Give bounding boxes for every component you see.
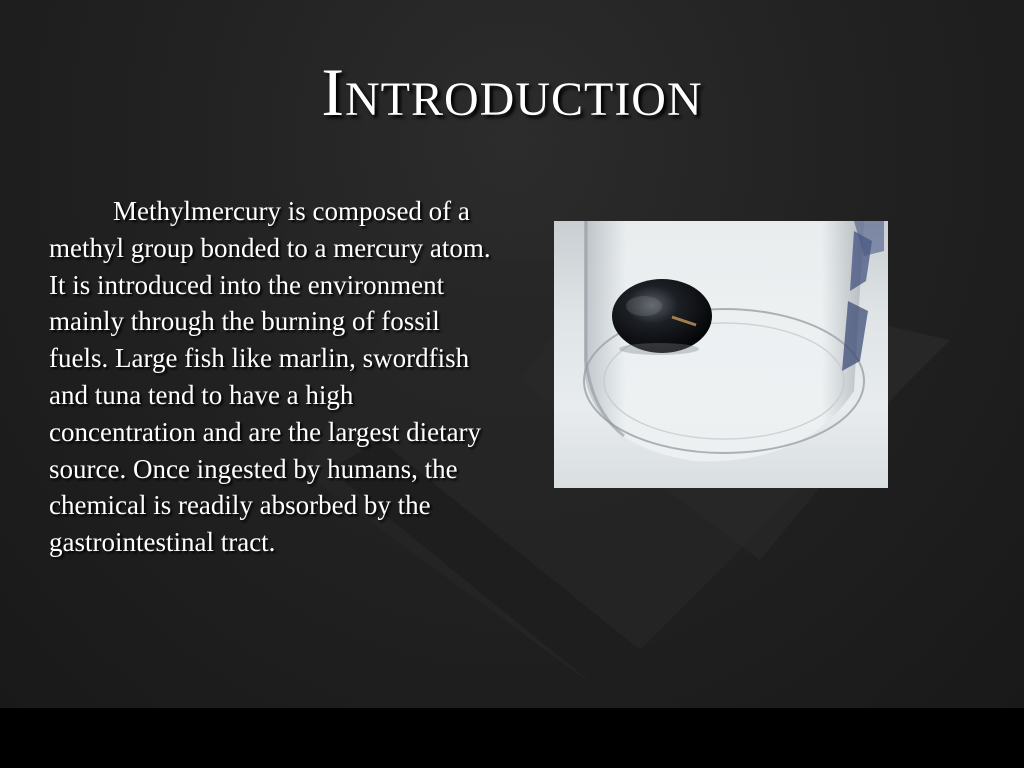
- slide-title: Introduction: [321, 54, 703, 130]
- mercury-beaker-photo: [554, 221, 888, 488]
- slide-body-text: Methylmercury is composed of a methyl group bonded to a mercury atom. It is introduced into the environment mainly through the burning of fossil fuels. Large fish like marlin, swordfish and tuna tend to have a high concentration and are the largest dietary source. Once ingested by humans, the chemical is readily absorbed by the gastrointestinal tract.: [49, 196, 491, 558]
- bottom-band: [0, 708, 1024, 768]
